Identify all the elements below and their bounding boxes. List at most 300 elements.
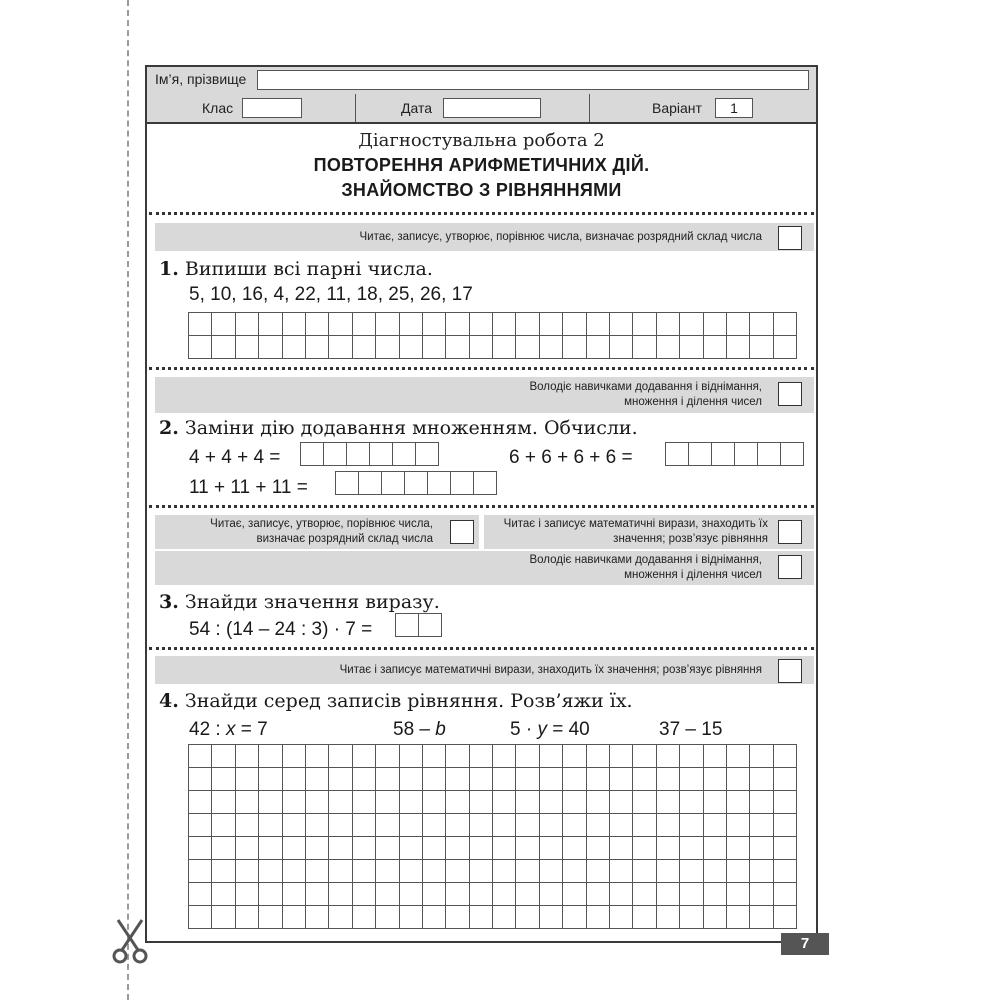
grid-cell[interactable] — [347, 443, 370, 466]
grid-cell[interactable] — [610, 791, 633, 814]
grid-cell[interactable] — [336, 472, 359, 495]
grid-cell[interactable] — [726, 883, 749, 906]
grid-cell[interactable] — [376, 791, 399, 814]
grid-cell[interactable] — [352, 791, 375, 814]
grid-cell[interactable] — [235, 791, 258, 814]
grid-cell[interactable] — [726, 837, 749, 860]
grid-cell[interactable] — [586, 814, 609, 837]
grid-cell[interactable] — [539, 837, 562, 860]
grid-cell[interactable] — [382, 472, 405, 495]
grid-cell[interactable] — [376, 313, 399, 336]
worksheet-title-line2: ЗНАЙОМСТВО З РІВНЯННЯМИ — [341, 180, 622, 200]
grid-cell[interactable] — [656, 860, 679, 883]
grid-cell[interactable] — [329, 745, 352, 768]
grid-cell[interactable] — [416, 443, 439, 466]
grid-cell[interactable] — [352, 814, 375, 837]
grid-cell[interactable] — [586, 791, 609, 814]
grid-cell[interactable] — [680, 768, 703, 791]
grid-cell[interactable] — [259, 860, 282, 883]
grid-cell[interactable] — [773, 860, 796, 883]
grid-cell[interactable] — [493, 906, 516, 929]
grid-cell[interactable] — [189, 837, 212, 860]
variant-field[interactable]: 1 — [715, 98, 753, 118]
grid-cell[interactable] — [703, 336, 726, 359]
grid-cell[interactable] — [212, 791, 235, 814]
grid-cell[interactable] — [703, 883, 726, 906]
grid-cell[interactable] — [189, 768, 212, 791]
grid-cell[interactable] — [610, 745, 633, 768]
grid-cell[interactable] — [563, 906, 586, 929]
grid-cell[interactable] — [633, 791, 656, 814]
grid-cell[interactable] — [352, 745, 375, 768]
grid-cell[interactable] — [750, 814, 773, 837]
grid-cell[interactable] — [376, 906, 399, 929]
grid-cell[interactable] — [516, 313, 539, 336]
grid-cell[interactable] — [446, 336, 469, 359]
grid-cell[interactable] — [422, 313, 445, 336]
grid-cell[interactable] — [352, 906, 375, 929]
grid-cell[interactable] — [469, 768, 492, 791]
grid-cell[interactable] — [282, 791, 305, 814]
grid-cell[interactable] — [773, 745, 796, 768]
grid-cell[interactable] — [493, 336, 516, 359]
grid-cell[interactable] — [446, 837, 469, 860]
grid-cell[interactable] — [235, 860, 258, 883]
grid-cell[interactable] — [680, 906, 703, 929]
grid-cell[interactable] — [399, 336, 422, 359]
grid-cell[interactable] — [516, 814, 539, 837]
grid-cell[interactable] — [586, 313, 609, 336]
grid-cell[interactable] — [703, 837, 726, 860]
grid-cell[interactable] — [235, 883, 258, 906]
answer-cells[interactable] — [300, 442, 439, 466]
name-field[interactable] — [257, 70, 809, 90]
grid-cell[interactable] — [189, 883, 212, 906]
grid-cell[interactable] — [539, 906, 562, 929]
grid-cell[interactable] — [282, 745, 305, 768]
grid-cell[interactable] — [212, 860, 235, 883]
grid-cell[interactable] — [758, 443, 781, 466]
grid-cell[interactable] — [750, 906, 773, 929]
grid-cell[interactable] — [352, 336, 375, 359]
grid-cell[interactable] — [750, 745, 773, 768]
grid-cell[interactable] — [726, 791, 749, 814]
grid-cell[interactable] — [189, 814, 212, 837]
grid-cell[interactable] — [235, 837, 258, 860]
grid-cell[interactable] — [399, 768, 422, 791]
grid-cell[interactable] — [586, 837, 609, 860]
grid-cell[interactable] — [259, 745, 282, 768]
grid-cell[interactable] — [352, 768, 375, 791]
grid-cell[interactable] — [259, 768, 282, 791]
grid-cell[interactable] — [539, 860, 562, 883]
grid-cell[interactable] — [680, 883, 703, 906]
grid-cell[interactable] — [419, 614, 442, 637]
grid-cell[interactable] — [563, 814, 586, 837]
grid-cell[interactable] — [259, 313, 282, 336]
grid-cell[interactable] — [493, 883, 516, 906]
grid-cell[interactable] — [726, 768, 749, 791]
grid-cell[interactable] — [633, 745, 656, 768]
grid-cell[interactable] — [610, 313, 633, 336]
grid-cell[interactable] — [259, 837, 282, 860]
grid-cell[interactable] — [586, 745, 609, 768]
grid-cell[interactable] — [516, 883, 539, 906]
grid-cell[interactable] — [726, 860, 749, 883]
grid-cell[interactable] — [735, 443, 758, 466]
grid-cell[interactable] — [493, 837, 516, 860]
grid-cell[interactable] — [656, 906, 679, 929]
grid-cell[interactable] — [773, 837, 796, 860]
grid-cell[interactable] — [446, 791, 469, 814]
grid-cell[interactable] — [399, 837, 422, 860]
equation-3 — [510, 719, 590, 741]
grid-cell[interactable] — [516, 791, 539, 814]
grid-cell[interactable] — [712, 443, 735, 466]
grid-cell[interactable] — [376, 768, 399, 791]
grid-cell[interactable] — [516, 860, 539, 883]
grid-cell[interactable] — [656, 745, 679, 768]
grid-cell[interactable] — [376, 837, 399, 860]
grid-cell[interactable] — [493, 860, 516, 883]
grid-cell[interactable] — [666, 443, 689, 466]
grid-cell[interactable] — [703, 768, 726, 791]
grid-cell[interactable] — [539, 814, 562, 837]
grid-cell[interactable] — [399, 745, 422, 768]
grid-cell[interactable] — [469, 814, 492, 837]
grid-cell[interactable] — [539, 745, 562, 768]
grid-cell[interactable] — [235, 336, 258, 359]
grid-cell[interactable] — [282, 768, 305, 791]
grid-cell[interactable] — [586, 906, 609, 929]
grid-cell[interactable] — [680, 336, 703, 359]
grid-cell[interactable] — [352, 313, 375, 336]
grid-cell[interactable] — [656, 313, 679, 336]
grid-cell[interactable] — [422, 860, 445, 883]
grid-cell[interactable] — [563, 860, 586, 883]
grid-cell[interactable] — [305, 860, 328, 883]
grid-cell[interactable] — [563, 791, 586, 814]
grid-cell[interactable] — [212, 313, 235, 336]
grid-cell[interactable] — [189, 791, 212, 814]
grid-cell[interactable] — [282, 837, 305, 860]
grid-cell[interactable] — [656, 791, 679, 814]
grid-cell[interactable] — [539, 791, 562, 814]
grid-cell[interactable] — [586, 883, 609, 906]
grid-cell[interactable] — [563, 336, 586, 359]
grid-cell[interactable] — [324, 443, 347, 466]
answer-grid[interactable] — [188, 744, 797, 929]
grid-cell[interactable] — [305, 906, 328, 929]
grid-cell[interactable] — [305, 336, 328, 359]
grid-cell[interactable] — [282, 814, 305, 837]
grid-cell[interactable] — [212, 837, 235, 860]
grid-cell[interactable] — [422, 336, 445, 359]
grid-cell[interactable] — [399, 860, 422, 883]
grid-cell[interactable] — [305, 791, 328, 814]
grid-cell[interactable] — [189, 745, 212, 768]
grid-cell[interactable] — [399, 791, 422, 814]
grid-cell[interactable] — [282, 883, 305, 906]
grid-cell[interactable] — [750, 860, 773, 883]
grid-cell[interactable] — [610, 883, 633, 906]
grid-cell[interactable] — [399, 906, 422, 929]
grid-cell[interactable] — [493, 791, 516, 814]
grid-cell[interactable] — [750, 313, 773, 336]
grid-cell[interactable] — [305, 883, 328, 906]
grid-cell[interactable] — [726, 906, 749, 929]
grid-cell[interactable] — [376, 745, 399, 768]
grid-cell[interactable] — [305, 814, 328, 837]
grid-cell[interactable] — [633, 814, 656, 837]
grid-cell[interactable] — [493, 745, 516, 768]
grid-cell[interactable] — [399, 313, 422, 336]
grid-cell[interactable] — [399, 883, 422, 906]
grid-cell[interactable] — [610, 906, 633, 929]
grid-cell[interactable] — [539, 883, 562, 906]
skill-checkbox[interactable] — [778, 659, 802, 683]
grid-cell[interactable] — [259, 883, 282, 906]
grid-cell[interactable] — [656, 336, 679, 359]
grid-cell[interactable] — [422, 883, 445, 906]
grid-cell[interactable] — [781, 443, 804, 466]
grid-cell[interactable] — [428, 472, 451, 495]
grid-cell[interactable] — [610, 336, 633, 359]
grid-cell[interactable] — [516, 837, 539, 860]
grid-cell[interactable] — [726, 313, 749, 336]
grid-cell[interactable] — [610, 768, 633, 791]
grid-cell[interactable] — [469, 791, 492, 814]
grid-cell[interactable] — [189, 860, 212, 883]
grid-cell[interactable] — [773, 906, 796, 929]
grid-cell[interactable] — [282, 336, 305, 359]
grid-cell[interactable] — [539, 336, 562, 359]
grid-cell[interactable] — [773, 336, 796, 359]
grid-cell[interactable] — [352, 837, 375, 860]
grid-cell[interactable] — [750, 768, 773, 791]
grid-cell[interactable] — [703, 906, 726, 929]
grid-cell[interactable] — [422, 814, 445, 837]
grid-cell[interactable] — [726, 745, 749, 768]
grid-cell[interactable] — [259, 814, 282, 837]
grid-cell[interactable] — [656, 768, 679, 791]
grid-cell[interactable] — [726, 336, 749, 359]
grid-cell[interactable] — [396, 614, 419, 637]
grid-cell[interactable] — [703, 313, 726, 336]
grid-cell[interactable] — [474, 472, 497, 495]
grid-cell[interactable] — [469, 860, 492, 883]
grid-cell[interactable] — [563, 313, 586, 336]
grid-cell[interactable] — [726, 814, 749, 837]
grid-cell[interactable] — [235, 768, 258, 791]
grid-cell[interactable] — [680, 791, 703, 814]
grid-cell[interactable] — [680, 745, 703, 768]
grid-cell[interactable] — [493, 814, 516, 837]
skill-text: Читає, записує, утворює, порівнює числа, — [210, 518, 433, 530]
grid-cell[interactable] — [586, 336, 609, 359]
grid-cell[interactable] — [469, 336, 492, 359]
grid-cell[interactable] — [689, 443, 712, 466]
grid-cell[interactable] — [516, 336, 539, 359]
class-field[interactable] — [242, 98, 302, 118]
grid-cell[interactable] — [610, 837, 633, 860]
grid-cell[interactable] — [563, 768, 586, 791]
grid-cell[interactable] — [469, 883, 492, 906]
grid-cell[interactable] — [539, 313, 562, 336]
grid-cell[interactable] — [563, 745, 586, 768]
grid-cell[interactable] — [422, 837, 445, 860]
grid-cell[interactable] — [329, 814, 352, 837]
grid-cell[interactable] — [259, 791, 282, 814]
grid-cell[interactable] — [189, 313, 212, 336]
grid-cell[interactable] — [680, 814, 703, 837]
grid-cell[interactable] — [235, 906, 258, 929]
grid-cell[interactable] — [235, 313, 258, 336]
grid-cell[interactable] — [446, 906, 469, 929]
grid-cell[interactable] — [446, 883, 469, 906]
grid-cell[interactable] — [773, 814, 796, 837]
grid-cell[interactable] — [259, 906, 282, 929]
grid-cell[interactable] — [446, 313, 469, 336]
grid-cell[interactable] — [703, 814, 726, 837]
grid-cell[interactable] — [376, 814, 399, 837]
grid-cell[interactable] — [376, 336, 399, 359]
grid-cell[interactable] — [586, 768, 609, 791]
grid-cell[interactable] — [750, 837, 773, 860]
grid-cell[interactable] — [399, 814, 422, 837]
grid-cell[interactable] — [329, 336, 352, 359]
grid-cell[interactable] — [212, 745, 235, 768]
grid-cell[interactable] — [610, 814, 633, 837]
answer-cells[interactable] — [665, 442, 804, 466]
grid-cell[interactable] — [370, 443, 393, 466]
grid-cell[interactable] — [516, 906, 539, 929]
grid-cell[interactable] — [329, 860, 352, 883]
grid-cell[interactable] — [301, 443, 324, 466]
grid-cell[interactable] — [750, 336, 773, 359]
grid-cell[interactable] — [493, 313, 516, 336]
grid-cell[interactable] — [610, 860, 633, 883]
skill-checkbox[interactable] — [778, 555, 802, 579]
grid-cell[interactable] — [539, 768, 562, 791]
skill-checkbox[interactable] — [778, 226, 802, 250]
grid-cell[interactable] — [633, 883, 656, 906]
skill-checkbox[interactable] — [450, 520, 474, 544]
grid-cell[interactable] — [393, 443, 416, 466]
skill-checkbox[interactable] — [778, 382, 802, 406]
grid-cell[interactable] — [563, 837, 586, 860]
grid-cell[interactable] — [212, 906, 235, 929]
grid-cell[interactable] — [680, 860, 703, 883]
answer-cells[interactable] — [335, 471, 497, 495]
grid-cell[interactable] — [750, 791, 773, 814]
grid-cell[interactable] — [703, 745, 726, 768]
grid-cell[interactable] — [235, 745, 258, 768]
grid-cell[interactable] — [329, 906, 352, 929]
grid-cell[interactable] — [633, 906, 656, 929]
grid-cell[interactable] — [305, 837, 328, 860]
grid-cell[interactable] — [329, 791, 352, 814]
grid-cell[interactable] — [516, 768, 539, 791]
grid-cell[interactable] — [750, 883, 773, 906]
grid-cell[interactable] — [446, 860, 469, 883]
grid-cell[interactable] — [633, 313, 656, 336]
grid-cell[interactable] — [656, 814, 679, 837]
grid-cell[interactable] — [259, 336, 282, 359]
grid-cell[interactable] — [405, 472, 428, 495]
grid-cell[interactable] — [773, 883, 796, 906]
grid-cell[interactable] — [446, 814, 469, 837]
grid-cell[interactable] — [212, 768, 235, 791]
answer-cells[interactable] — [395, 613, 442, 637]
grid-cell[interactable] — [305, 313, 328, 336]
grid-cell[interactable] — [282, 313, 305, 336]
grid-cell[interactable] — [422, 768, 445, 791]
grid-cell[interactable] — [469, 313, 492, 336]
grid-cell[interactable] — [633, 768, 656, 791]
answer-grid[interactable] — [188, 312, 797, 359]
grid-cell[interactable] — [446, 745, 469, 768]
grid-cell[interactable] — [305, 768, 328, 791]
grid-cell[interactable] — [633, 837, 656, 860]
grid-cell[interactable] — [703, 791, 726, 814]
grid-cell[interactable] — [656, 837, 679, 860]
grid-cell[interactable] — [282, 860, 305, 883]
date-field[interactable] — [443, 98, 541, 118]
grid-cell[interactable] — [656, 883, 679, 906]
grid-cell[interactable] — [212, 336, 235, 359]
grid-cell[interactable] — [282, 906, 305, 929]
grid-cell[interactable] — [469, 906, 492, 929]
grid-cell[interactable] — [376, 883, 399, 906]
grid-cell[interactable] — [422, 791, 445, 814]
grid-cell[interactable] — [493, 768, 516, 791]
grid-cell[interactable] — [680, 313, 703, 336]
grid-cell[interactable] — [329, 313, 352, 336]
grid-cell[interactable] — [633, 860, 656, 883]
grid-cell[interactable] — [212, 883, 235, 906]
grid-cell[interactable] — [516, 745, 539, 768]
grid-cell[interactable] — [563, 883, 586, 906]
grid-cell[interactable] — [422, 745, 445, 768]
grid-cell[interactable] — [352, 883, 375, 906]
grid-cell[interactable] — [359, 472, 382, 495]
grid-cell[interactable] — [680, 837, 703, 860]
grid-cell[interactable] — [189, 906, 212, 929]
grid-cell[interactable] — [329, 837, 352, 860]
grid-cell[interactable] — [773, 313, 796, 336]
grid-cell[interactable] — [305, 745, 328, 768]
grid-cell[interactable] — [329, 768, 352, 791]
grid-cell[interactable] — [773, 768, 796, 791]
grid-cell[interactable] — [235, 814, 258, 837]
grid-cell[interactable] — [352, 860, 375, 883]
grid-cell[interactable] — [212, 814, 235, 837]
grid-cell[interactable] — [376, 860, 399, 883]
grid-cell[interactable] — [469, 745, 492, 768]
grid-cell[interactable] — [329, 883, 352, 906]
grid-cell[interactable] — [773, 791, 796, 814]
grid-cell[interactable] — [633, 336, 656, 359]
grid-cell[interactable] — [189, 336, 212, 359]
grid-cell[interactable] — [422, 906, 445, 929]
grid-cell[interactable] — [446, 768, 469, 791]
skill-checkbox[interactable] — [778, 520, 802, 544]
grid-cell[interactable] — [703, 860, 726, 883]
grid-cell[interactable] — [451, 472, 474, 495]
grid-cell[interactable] — [469, 837, 492, 860]
grid-cell[interactable] — [586, 860, 609, 883]
